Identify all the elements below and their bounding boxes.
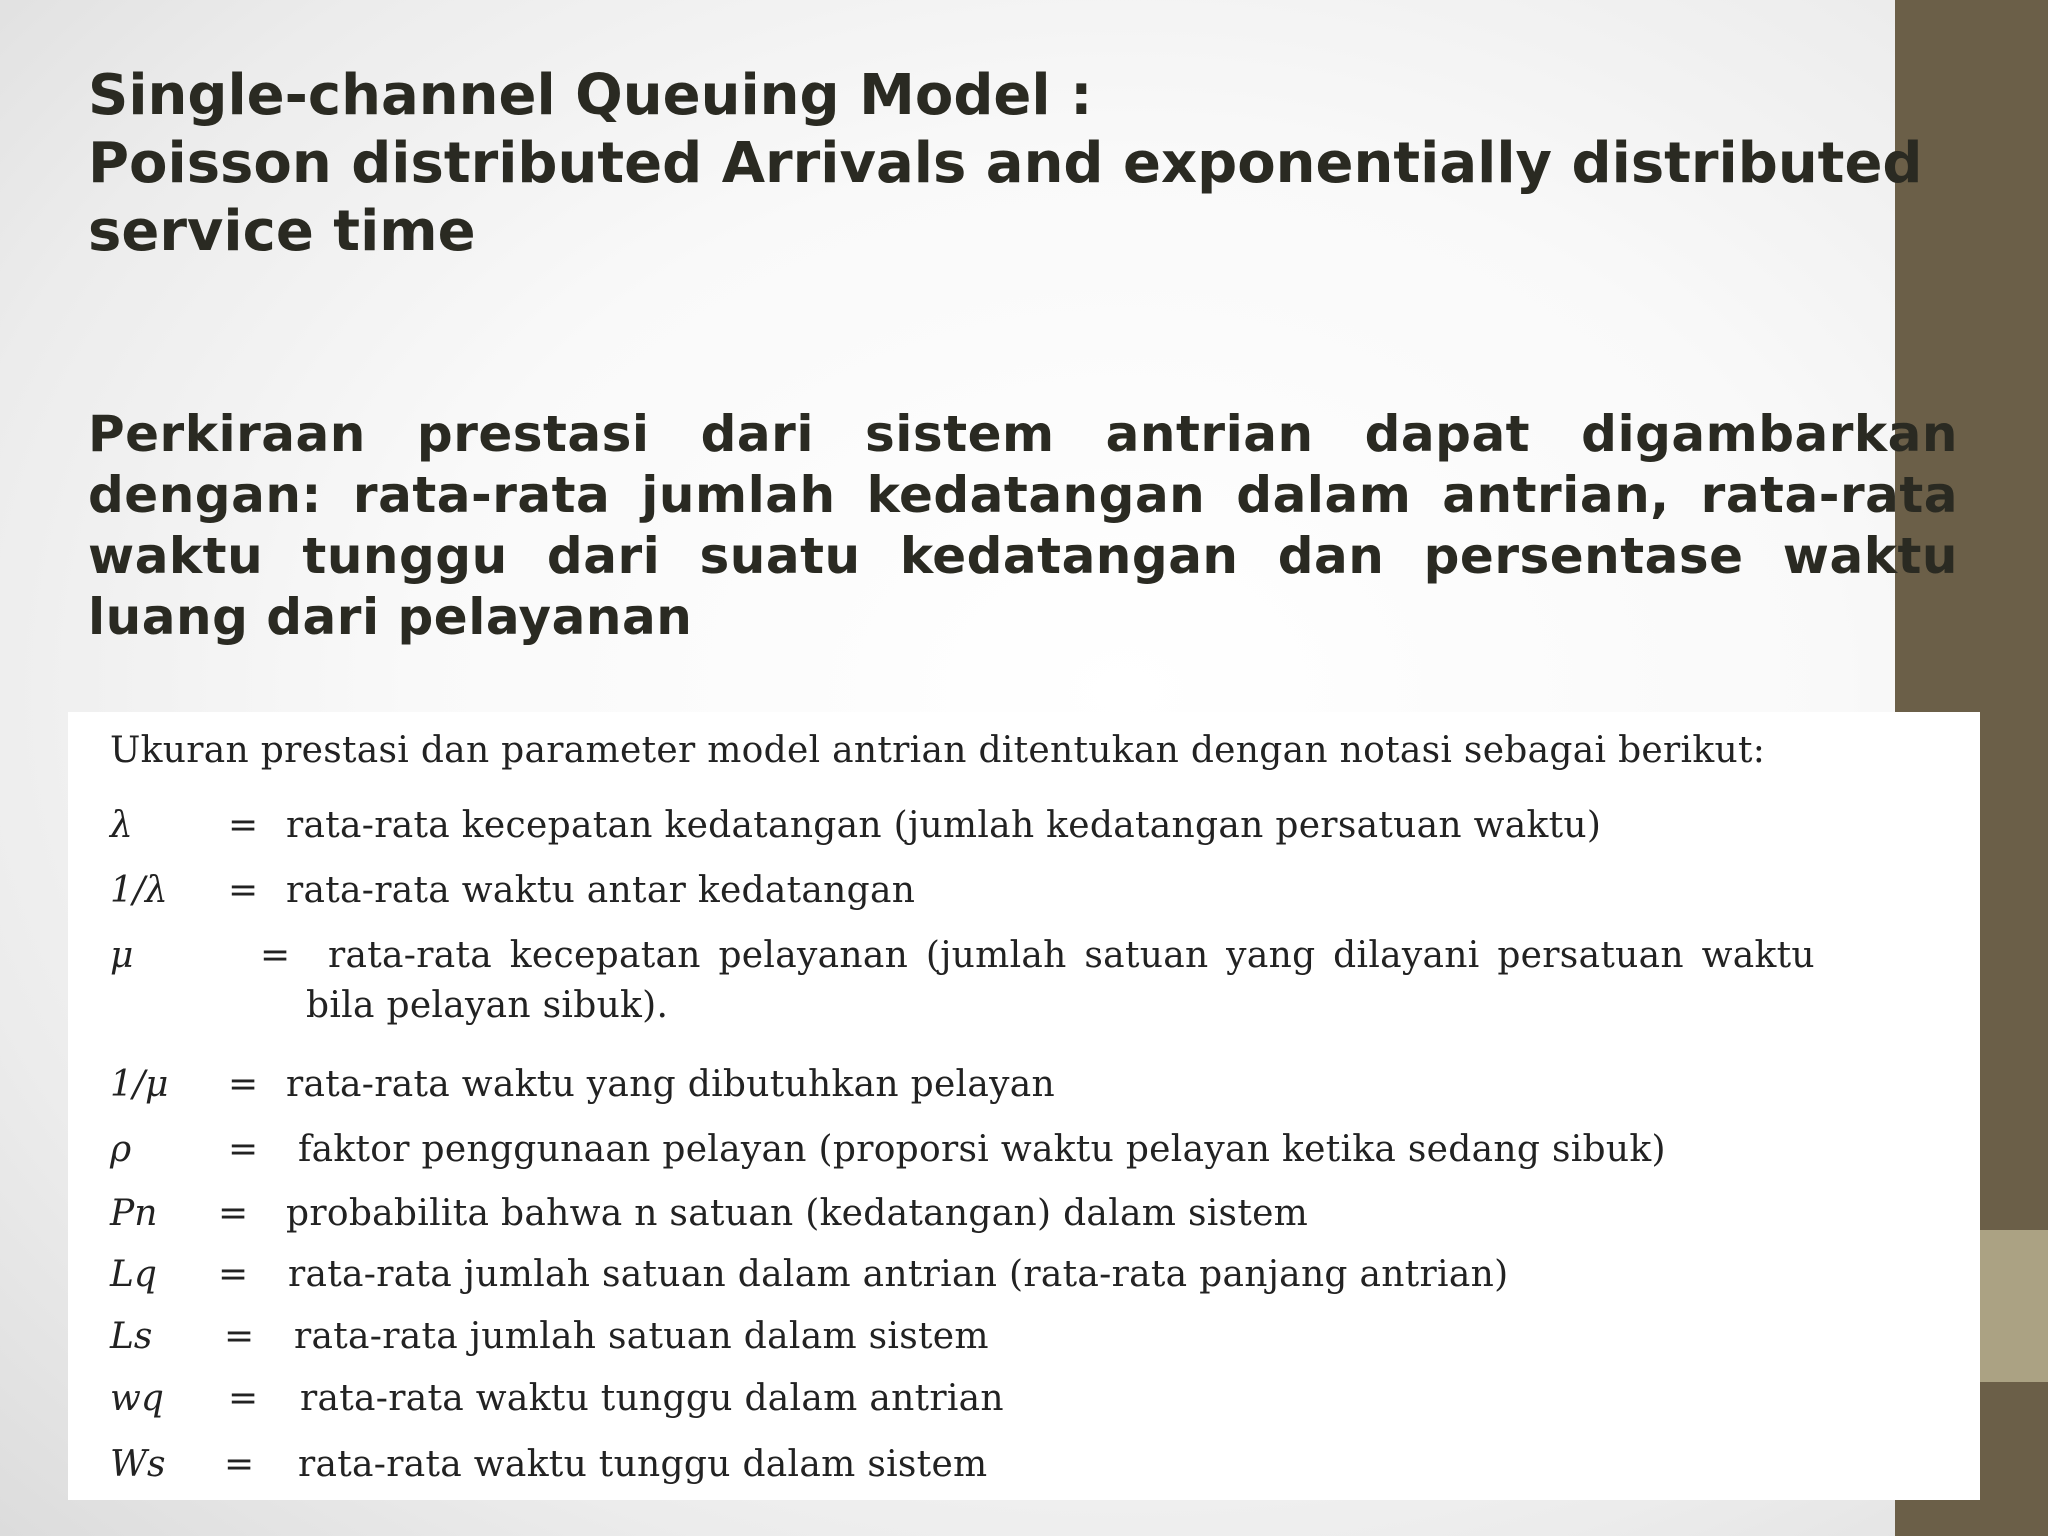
intro-paragraph: Perkiraan prestasi dari sistem antrian dapat digambarkan dengan: rata-rata jumlah kedatangan dalam antrian, rata-rata waktu tunggu dari suatu kedatangan dan persentase waktu luang dari pelayanan <box>88 405 1958 646</box>
title-line: Single-channel Queuing Model : <box>88 63 1093 128</box>
definition-row-rho <box>110 1129 1970 1179</box>
definition-symbol: μ <box>110 935 134 976</box>
definition-equals: = <box>228 805 259 846</box>
definition-text: rata-rata waktu yang dibutuhkan pelayan <box>286 1064 1056 1105</box>
definition-text: rata-rata jumlah satuan dalam antrian (rata-rata panjang antrian) <box>288 1254 1509 1295</box>
definition-text: probabilita bahwa n satuan (kedatangan) dalam sistem <box>286 1193 1309 1234</box>
definition-equals: = <box>260 935 291 976</box>
definition-text: faktor penggunaan pelayan (proporsi waktu pelayan ketika sedang sibuk) <box>298 1129 1666 1170</box>
definition-row-lambda <box>110 805 1970 855</box>
definition-symbol: λ <box>110 805 133 846</box>
definition-symbol: Lq <box>110 1254 157 1295</box>
definition-row-ws <box>110 1444 1970 1494</box>
definition-symbol: wq <box>110 1378 164 1419</box>
definition-equals: = <box>228 1129 259 1170</box>
definition-symbol: ρ <box>110 1129 132 1170</box>
definition-text: rata-rata kecepatan kedatangan (jumlah kedatangan persatuan waktu) <box>286 805 1602 846</box>
definition-row-lq <box>110 1254 1970 1304</box>
definition-row-pn <box>110 1193 1970 1243</box>
definition-text: rata-rata kecepatan pelayanan (jumlah satuan yang dilayani persatuan waktu <box>328 935 1815 976</box>
definition-symbol: Ws <box>110 1444 166 1485</box>
definition-text: rata-rata waktu tunggu dalam antrian <box>300 1378 1004 1419</box>
definition-symbol: 1/μ <box>110 1064 169 1105</box>
definition-text: rata-rata waktu antar kedatangan <box>286 870 916 911</box>
definition-equals: = <box>224 1444 255 1485</box>
definition-equals: = <box>228 1064 259 1105</box>
definition-row-mu <box>110 935 1970 1026</box>
definitions-panel <box>68 712 1980 1500</box>
definitions-caption: Ukuran prestasi dan parameter model antrian ditentukan dengan notasi sebagai berikut: <box>110 730 1766 771</box>
definition-continuation: bila pelayan sibuk). <box>306 985 669 1026</box>
definition-equals: = <box>228 1378 259 1419</box>
title-line: Poisson distributed Arrivals and exponentially distributed <box>88 131 1923 196</box>
definition-equals: = <box>218 1254 249 1295</box>
definition-equals: = <box>218 1193 249 1234</box>
definition-symbol: Ls <box>110 1316 153 1357</box>
definition-equals: = <box>224 1316 255 1357</box>
definition-row-inverse-mu <box>110 1064 1970 1114</box>
title-line: service time <box>88 199 476 264</box>
definition-symbol: 1/λ <box>110 870 168 911</box>
definition-symbol: Pn <box>110 1193 158 1234</box>
definition-equals: = <box>228 870 259 911</box>
definition-row-wq <box>110 1378 1970 1428</box>
definition-text: rata-rata waktu tunggu dalam sistem <box>298 1444 988 1485</box>
definition-row-inverse-lambda <box>110 870 1970 920</box>
slide-title <box>88 62 1988 266</box>
definition-text: rata-rata jumlah satuan dalam sistem <box>294 1316 989 1357</box>
definition-row-ls <box>110 1316 1970 1366</box>
